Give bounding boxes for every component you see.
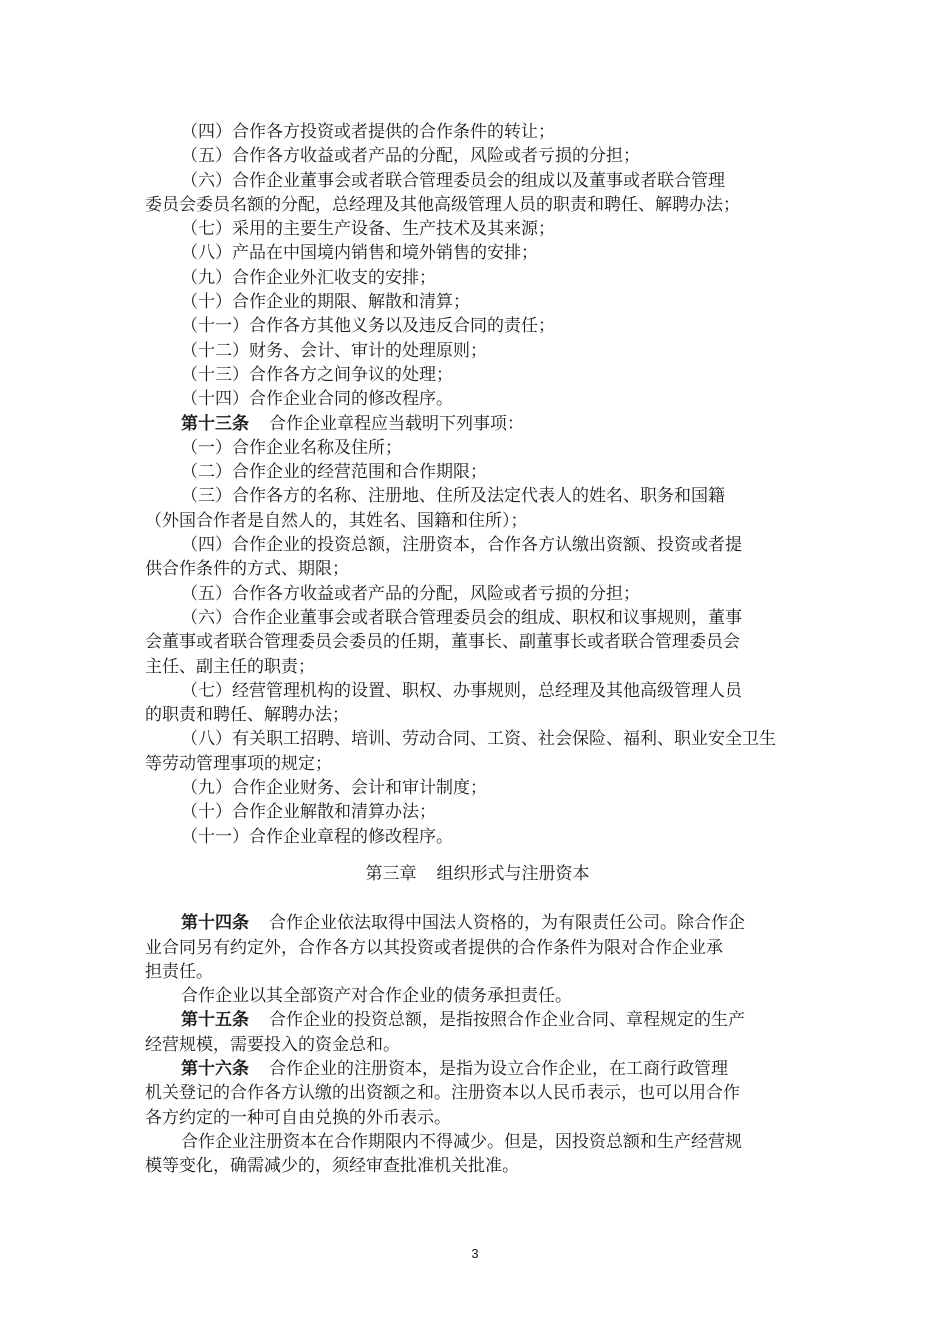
charter-item-8: （八）有关职工招聘、培训、劳动合同、工资、社会保险、福利、职业安全卫生 [181,729,776,750]
charter-item-7-cont: 的职责和聘任、解聘办法； [145,705,349,726]
article-14-label: 第十四条 [181,913,249,934]
article-16 [145,1057,810,1081]
contract-item-10: （十）合作企业的期限、解散和清算； [181,292,470,313]
article-15-cont: 经营规模，需要投入的资金总和。 [145,1034,400,1055]
contract-item-7: （七）采用的主要生产设备、生产技术及其来源； [181,219,555,240]
charter-item-9: （九）合作企业财务、会计和审计制度； [181,778,487,799]
article-16-cont: 机关登记的合作各方认缴的出资额之和。注册资本以人民币表示，也可以用合作 [145,1083,740,1104]
article-16-cont2: 各方约定的一种可自由兑换的外币表示。 [145,1107,451,1128]
page-number: 3 [471,1246,479,1261]
article-16-para2: 合作企业注册资本在合作期限内不得减少。但是，因投资总额和生产经营规 [181,1131,742,1152]
charter-item-3: （三）合作各方的名称、注册地、住所及法定代表人的姓名、职务和国籍 [181,486,725,507]
charter-item-8-cont: 等劳动管理事项的规定； [145,753,332,774]
article-13-label: 第十三条 [181,413,249,434]
contract-item-6: （六）合作企业董事会或者联合管理委员会的组成以及董事或者联合管理 [181,170,725,191]
chapter-number: 第三章 [365,863,417,884]
charter-item-10: （十）合作企业解散和清算办法； [181,802,436,823]
article-14 [145,911,810,935]
contract-item-14: （十四）合作企业合同的修改程序。 [181,389,453,410]
article-13 [145,412,810,436]
article-15 [145,1008,810,1032]
charter-item-6-cont: 会董事或者联合管理委员会委员的任期，董事长、副董事长或者联合管理委员会 [145,632,740,653]
charter-item-2: （二）合作企业的经营范围和合作期限； [181,462,487,483]
charter-item-11: （十一）合作企业章程的修改程序。 [181,826,453,847]
article-16-label: 第十六条 [181,1058,249,1079]
article-16-para2-cont: 模等变化，确需减少的，须经审查批准机关批准。 [145,1156,519,1177]
document-page [145,120,810,1178]
charter-item-3-cont: （外国合作者是自然人的，其姓名、国籍和住所）； [145,510,528,531]
article-14-para2: 合作企业以其全部资产对合作企业的债务承担责任。 [181,986,572,1007]
contract-item-4: （四）合作各方投资或者提供的合作条件的转让； [181,122,555,142]
charter-item-4: （四）合作企业的投资总额，注册资本，合作各方认缴出资额、投资或者提 [181,535,742,556]
contract-item-8: （八）产品在中国境内销售和境外销售的安排； [181,243,538,264]
article-15-label: 第十五条 [181,1010,249,1031]
chapter-name: 组织形式与注册资本 [436,863,590,884]
charter-item-5: （五）合作各方收益或者产品的分配，风险或者亏损的分担； [181,583,640,604]
article-14-cont: 业合同另有约定外，合作各方以其投资或者提供的合作条件为限对合作企业承 [145,937,723,958]
contract-item-11: （十一）合作各方其他义务以及违反合同的责任； [181,316,555,337]
contract-item-13: （十三）合作各方之间争议的处理； [181,364,453,385]
article-13-text: 合作企业章程应当载明下列事项： [269,413,524,434]
article-15-text: 合作企业的投资总额，是指按照合作企业合同、章程规定的生产 [269,1010,745,1031]
charter-item-6: （六）合作企业董事会或者联合管理委员会的组成、职权和议事规则，董事 [181,607,742,628]
article-14-text: 合作企业依法取得中国法人资格的，为有限责任公司。除合作企 [269,913,745,934]
contract-item-6-cont: 委员会委员名额的分配，总经理及其他高级管理人员的职责和聘任、解聘办法； [145,194,740,215]
article-14-cont2: 担责任。 [145,961,213,982]
contract-item-5: （五）合作各方收益或者产品的分配，风险或者亏损的分担； [181,146,640,167]
charter-item-7: （七）经营管理机构的设置、职权、办事规则，总经理及其他高级管理人员 [181,680,742,701]
article-16-text: 合作企业的注册资本，是指为设立合作企业，在工商行政管理 [269,1058,728,1079]
charter-item-6-cont2: 主任、副主任的职责； [145,656,315,677]
charter-item-4-cont: 供合作条件的方式、期限； [145,559,349,580]
contract-item-12: （十二）财务、会计、审计的处理原则； [181,340,487,361]
chapter-title [145,862,810,886]
charter-item-1: （一）合作企业名称及住所； [181,437,402,458]
contract-item-9: （九）合作企业外汇收支的安排； [181,267,436,288]
